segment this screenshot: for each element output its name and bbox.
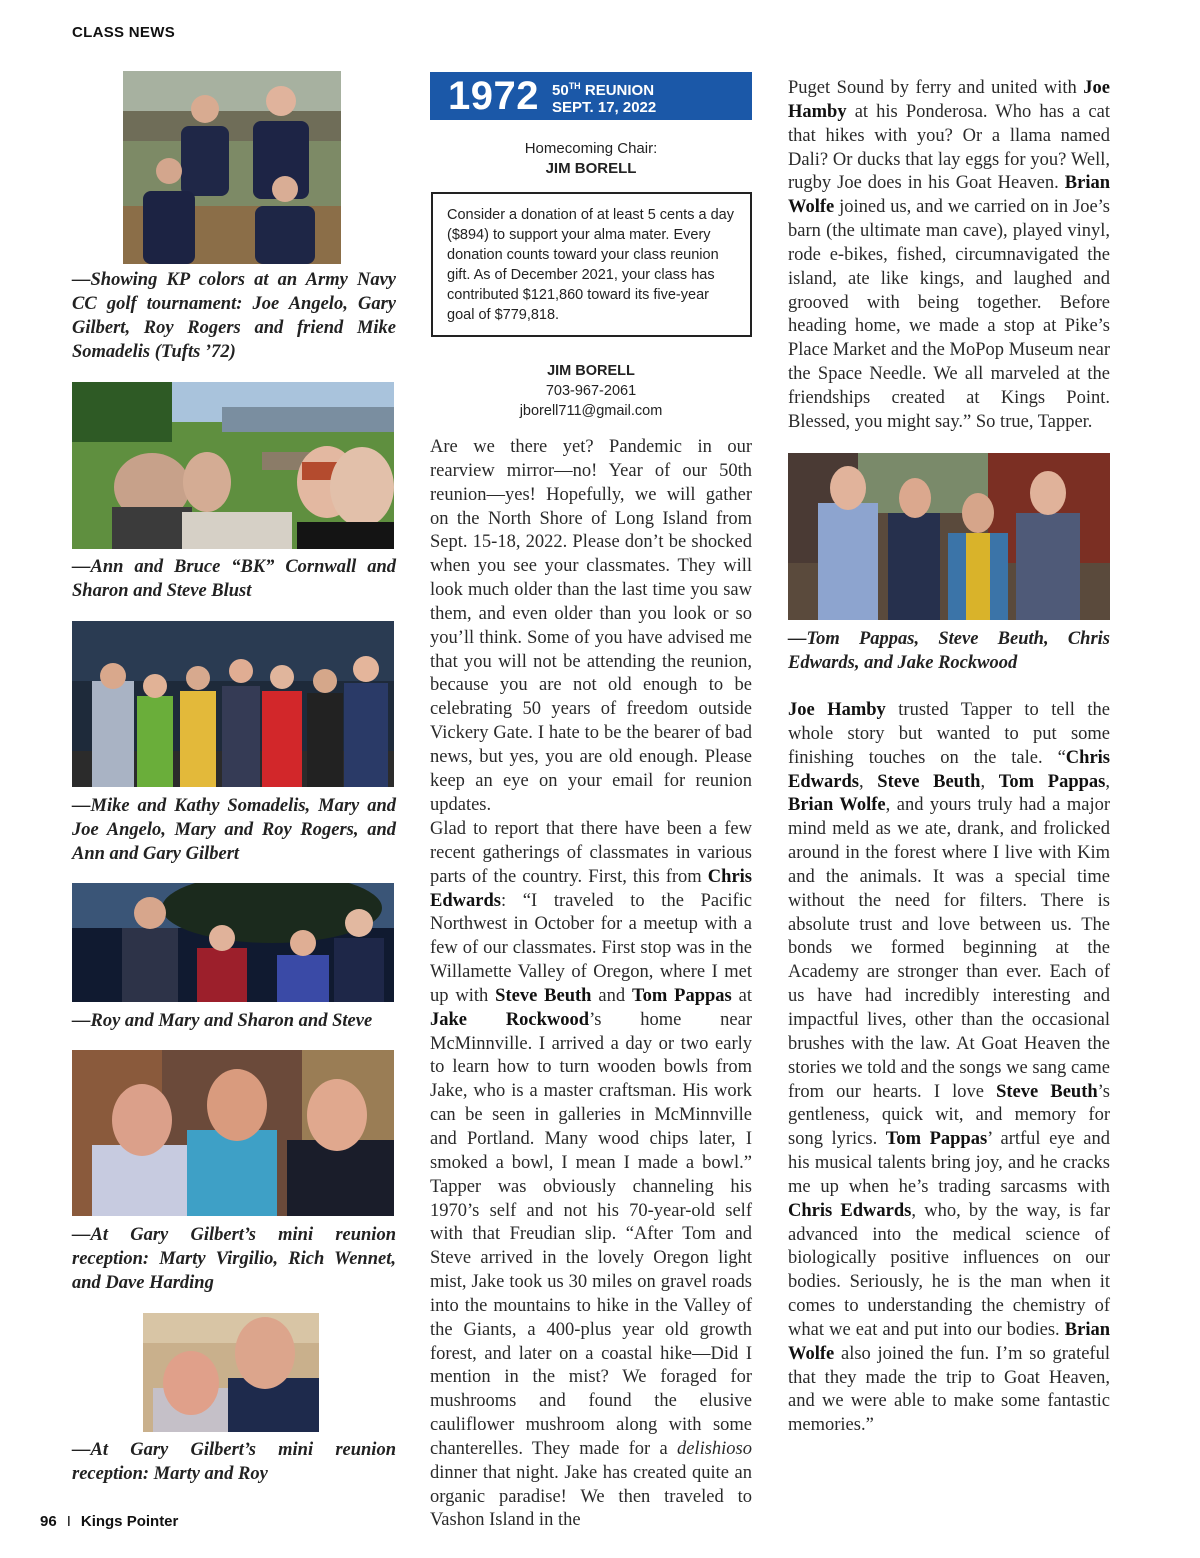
caption-mini-reunion-three: —At Gary Gilbert’s mini reunion reception: Marty Virgilio, Rich Wennet, and Dave Harding — [72, 1225, 396, 1293]
class-contact — [430, 361, 752, 421]
chair-name: JIM BORELL — [545, 160, 637, 177]
word-delishioso: delishioso — [676, 1438, 752, 1459]
reunion-suffix: TH — [568, 81, 581, 91]
caption-group-evening: —Mike and Kathy Somadelis, Mary and Joe Angelo, Mary and Roy Rogers, and Ann and Gary Gilbert — [72, 796, 396, 864]
donation-box: Consider a donation of at least 5 cents a day ($894) to support your alma mater. Every donation counts toward your class reunion gift. As of December 2021, your class has contributed $121,860 toward its five-year goal of $779,818. — [431, 192, 752, 337]
article-paragraph-1: Are we there yet? Pandemic in our rearview mirror—no! Year of our 50th reunion—yes! Hopefully, we will gather on the North Shore of Long Island from Sept. 15-18, 2022. Please don’t be shocked when you see your classmates. They will look much older than the last time you saw them, and even older than you look or so you’ll think. Some of you have advised me that you will not be attending the reunion, because you are not old enough to be celebrating 50 years of freedom outside Vickery Gate. I hate to be the bearer of bad news, but yes, you are old enough. Please keep an eye on your email for reunion updates. — [430, 437, 752, 815]
page-number: 96 — [40, 1513, 57, 1530]
article-paragraph-2: Glad to report that there have been a few recent gatherings of classmates in various parts of the country. First, this from Chris Edwards: “I traveled to the Pacific Northwest in October for a meetup with a few of our classmates. First stop was in the Willamette Valley of Oregon, where I met up with Steve Beuth and Tom Pappas at Jake Rockwood’s home near McMinnville. I arrived a day or two early to learn how to turn wooden bowls from Jake, who is a master craftsman. His work can be seen in galleries in McMinnville and Portland. Many wood chips later, I smoked a bowl, I mean I made a bowl.” Tapper was obviously channeling his 1970’s self and not his 70-year-old self with that Freudian slip. “After Tom and Steve arrived in the lovely Oregon light mist, Jake took us 30 miles on gravel roads into the mountains to hike in the Valley of the Giants, a 400-plus year old growth forest, and later on a coastal hike—Did I mention in the mist? We foraged for mushrooms and found the elusive cauliflower mushroom along with some chanterelles. They made for a delishioso dinner that night. Jake has created quite an organic paradise! We then traveled to Vashon Island in the — [430, 819, 753, 1531]
photo-roy-mary-sharon-steve — [72, 883, 394, 1002]
name-chris-edwards: Chris Edwards — [430, 866, 752, 911]
name-steve-beuth: Steve Beuth — [495, 985, 592, 1006]
photo-mini-reunion-three — [72, 1050, 394, 1216]
article-paragraph-4: Joe Hamby trusted Tapper to tell the whole story but wanted to put some finishing touches on the tale. “Chris Edwards, Steve Beuth, Tom Pappas, Brian Wolfe, and yours truly had a major mind meld as we ate, drank, and frolicked around in the forest where I live with Kim and the animals. It was a special time without the need for filters. There is absolute trust and love between us. The bonds we formed beginning at the Academy are stronger than ever. Each of us have had incredibly interesting and impactful lives, other than the occasional brushes with the law. At Goat Heaven the stories we told and the songs we sang came from our hearts. I love Steve Beuth’s gentleness, quick wit, and memory for song lyrics. Tom Pappas’ artful eye and his musical talents bring joy, and he cracks me up when he’s trading sarcasms with Chris Edwards, who, by the way, is far advanced into the medical science of biologically positive influences on our bodies. Seriously, he is the man when it comes to understanding the chemistry of what we eat and put into our bodies. Brian Wolfe also joined the fun. I’m so grateful that they made the trip to Goat Heaven, and we were able to make some fantastic memories.” — [788, 700, 1111, 1436]
contact-name: JIM BORELL — [547, 363, 635, 379]
reunion-date: SEPT. 17, 2022 — [552, 99, 657, 116]
photo-marty-and-roy — [143, 1313, 319, 1432]
publication-name: Kings Pointer — [80, 1513, 179, 1530]
article-paragraph-3: Puget Sound by ferry and united with Joe Hamby at his Ponderosa. Who has a cat that hikes with you? Or a llama named Dali? Or ducks that lay eggs for you? Well, rugby Joe does in his Goat Heaven. Brian Wolfe joined us, and we carried on in Joe’s barn (the ultimate man cave), played vinyl, rode e-bikes, fished, circumnavigated the island, ate like kings, and laughed and grooved with being together. Before heading home, we made a stop at Pike’s Place Market and the MoPop Museum near the Space Needle. We all marveled at the friendships created at Kings Point. Blessed, you might say.” So true, Tapper. — [788, 78, 1110, 432]
contact-email[interactable]: jborell711@gmail.com — [519, 403, 663, 419]
page-footer — [40, 1513, 178, 1530]
caption-golf-tournament: —Showing KP colors at an Army Navy CC golf tournament: Joe Angelo, Gary Gilbert, Roy Rogers and friend Mike Somadelis (Tufts ’72) — [72, 270, 396, 362]
reunion-word: REUNION — [584, 82, 655, 99]
name-jake-rockwood: Jake Rockwood — [430, 1009, 590, 1030]
photo-outdoor-selfie — [72, 382, 394, 549]
name-joe-hamby-2: Joe Hamby — [788, 700, 886, 720]
caption-marty-and-roy: —At Gary Gilbert’s mini reunion reception: Marty and Roy — [72, 1440, 396, 1484]
footer-separator: I — [66, 1513, 71, 1530]
reunion-number: 50 — [552, 82, 569, 99]
reunion-info — [552, 78, 656, 116]
chair-label: Homecoming Chair: — [524, 140, 658, 157]
name-joe-hamby: Joe Hamby — [788, 78, 1110, 122]
class-year: 1972 — [448, 74, 539, 118]
caption-roy-mary-sharon-steve: —Roy and Mary and Sharon and Steve — [72, 1011, 373, 1031]
reunion-banner — [430, 72, 752, 120]
caption-four-classmates: —Tom Pappas, Steve Beuth, Chris Edwards, and Jake Rockwood — [788, 629, 1110, 673]
name-tom-pappas: Tom Pappas — [631, 985, 732, 1006]
photo-four-classmates — [788, 453, 1110, 620]
name-brian-wolfe: Brian Wolfe — [788, 173, 1110, 218]
homecoming-chair — [430, 139, 752, 179]
photo-golf-tournament — [123, 71, 341, 264]
caption-outdoor-selfie: —Ann and Bruce “BK” Cornwall and Sharon and Steve Blust — [72, 557, 396, 601]
photo-group-evening — [72, 621, 394, 787]
section-label: CLASS NEWS — [72, 24, 176, 41]
contact-phone: 703-967-2061 — [545, 383, 637, 399]
